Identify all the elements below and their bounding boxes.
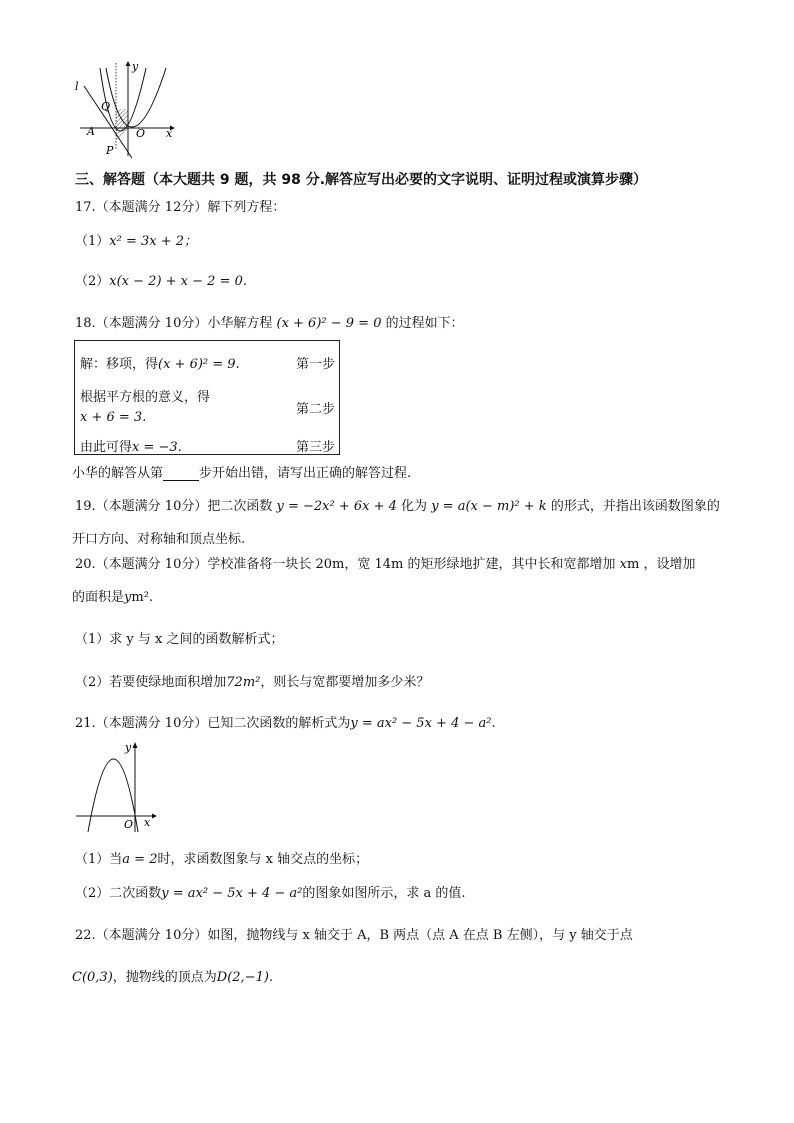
q21-part1 — [75, 848, 368, 867]
q20-line1 — [75, 553, 695, 572]
q22-mid: ，抛物线的顶点为 — [112, 970, 217, 985]
y-axis-arrow — [133, 742, 138, 748]
label-P: P — [106, 144, 114, 157]
q20-line2 — [72, 586, 153, 605]
q19-eq2: y = a(x − m)² + k — [431, 499, 547, 514]
q20-unit-m: m — [626, 557, 640, 572]
label-y: y — [132, 60, 139, 73]
q19-eq1: y = −2x² + 6x + 4 — [276, 499, 397, 514]
q22-suffix: . — [268, 970, 274, 985]
q20-p2-val: 72m² — [226, 675, 261, 690]
q18-row3-text: 由此可得 — [80, 440, 133, 455]
q18-box-row2a: 根据平方根的意义，得 — [80, 390, 211, 405]
q21-eq: y = ax² − 5x + 4 − a². — [350, 716, 496, 731]
label-O: O — [124, 818, 134, 831]
q18-stem-suffix: 的过程如下： — [385, 316, 464, 331]
q19-mid: 化为 — [401, 499, 428, 514]
q18-solution-box — [74, 340, 340, 455]
q21-p1-eq: a = 2 — [122, 852, 158, 867]
label-x: x — [144, 816, 151, 829]
q21-prefix: 21.（本题满分 10分）已知二次函数的解析式为 — [75, 716, 351, 731]
q22-line1: 22.（本题满分 10分）如图，抛物线与 x 轴交于 A，B 两点（点 A 在点 B 左侧），与 y 轴交于点 — [75, 928, 633, 943]
q18-stem — [75, 312, 464, 331]
q20-part1: （1）求 y 与 x 之间的函数解析式； — [75, 632, 284, 647]
q18-follow — [72, 462, 411, 481]
q21-part2 — [75, 882, 466, 901]
q20-var-y: y — [124, 590, 132, 605]
q17-p1-label: （1） — [75, 234, 110, 249]
y-axis-arrow — [126, 61, 131, 66]
figure-q21-parabola — [72, 738, 164, 834]
q19-prefix: 19.（本题满分 10分）把二次函数 — [75, 499, 273, 514]
label-x: x — [166, 127, 173, 140]
figure-parabolas-pq — [70, 58, 180, 160]
q18-box-row3 — [80, 436, 182, 455]
q19-line2: 开口方向、对称轴和顶点坐标. — [72, 532, 246, 547]
parabola-1 — [106, 68, 166, 127]
label-O: O — [136, 127, 146, 140]
q18-step1: 第一步 — [296, 357, 336, 372]
q18-row1-text: 解：移项，得 — [80, 357, 159, 372]
q17-stem: 17.（本题满分 12分）解下列方程： — [75, 200, 286, 215]
q18-stem-eq: (x + 6)² − 9 = 0 — [276, 316, 382, 331]
q18-follow-prefix: 小华的解答从第 — [72, 466, 164, 481]
x-axis-arrow — [152, 814, 157, 819]
label-y: y — [125, 741, 132, 754]
q21-p2-prefix: （2）二次函数 — [75, 886, 162, 901]
label-A: A — [87, 125, 95, 138]
q20-prefix: 20.（本题满分 10分）学校准备将一块长 20m，宽 14m 的矩形绿地扩建，其中长和宽都增加 — [75, 557, 616, 572]
q21-p2-eq: y = ax² − 5x + 4 − a² — [161, 886, 303, 901]
label-Q: Q — [101, 100, 111, 113]
q20-p2-suffix: ，则长与宽都要增加多少米？ — [260, 675, 430, 690]
q20-line2-prefix: 的面积是 — [72, 590, 125, 605]
q22-point-d: D(2,−1) — [216, 970, 269, 985]
q21-p1-suffix: 时，求函数图象与 x 轴交点的坐标； — [157, 852, 369, 867]
q17-part2 — [75, 270, 247, 289]
q19-line1 — [75, 495, 720, 514]
q17-p1-eq: x² = 3x + 2； — [109, 234, 198, 249]
q18-row1-eq: (x + 6)² = 9. — [158, 357, 240, 372]
q20-suffix: ，设增加 — [643, 557, 696, 572]
q20-unit-m2: m² — [131, 590, 149, 605]
q20-var-x: x — [619, 557, 627, 572]
q20-line2-suffix: . — [148, 590, 154, 605]
q17-p2-label: （2） — [75, 274, 110, 289]
q21-stem — [75, 712, 496, 731]
q21-p1-prefix: （1）当 — [75, 852, 123, 867]
q18-box-row2b: x + 6 = 3. — [80, 410, 147, 425]
q18-step3: 第三步 — [296, 440, 336, 455]
q22-point-c: C(0,3) — [72, 970, 113, 985]
q17-part1 — [75, 230, 197, 249]
label-l: l — [75, 80, 79, 93]
q18-answer-blank[interactable] — [163, 467, 199, 481]
q18-step2: 第二步 — [296, 402, 336, 417]
q18-box-row1 — [80, 353, 240, 372]
q20-p2-prefix: （2）若要使绿地面积增加 — [75, 675, 227, 690]
section-title: 三、解答题（本大题共 9 题，共 98 分.解答应写出必要的文字说明、证明过程或演算步骤） — [75, 172, 648, 188]
q20-part2 — [75, 671, 429, 690]
q22-line2 — [72, 966, 273, 985]
q21-p2-suffix: 的图象如图所示，求 a 的值. — [302, 886, 466, 901]
q18-row3-eq: x = −3. — [132, 440, 182, 455]
q18-stem-prefix: 18.（本题满分 10分）小华解方程 — [75, 316, 273, 331]
q17-p2-eq: x(x − 2) + x − 2 = 0. — [109, 274, 247, 289]
q18-follow-suffix: 步开始出错，请写出正确的解答过程. — [199, 466, 412, 481]
q19-suffix: 的形式，并指出该函数图象的 — [550, 499, 720, 514]
